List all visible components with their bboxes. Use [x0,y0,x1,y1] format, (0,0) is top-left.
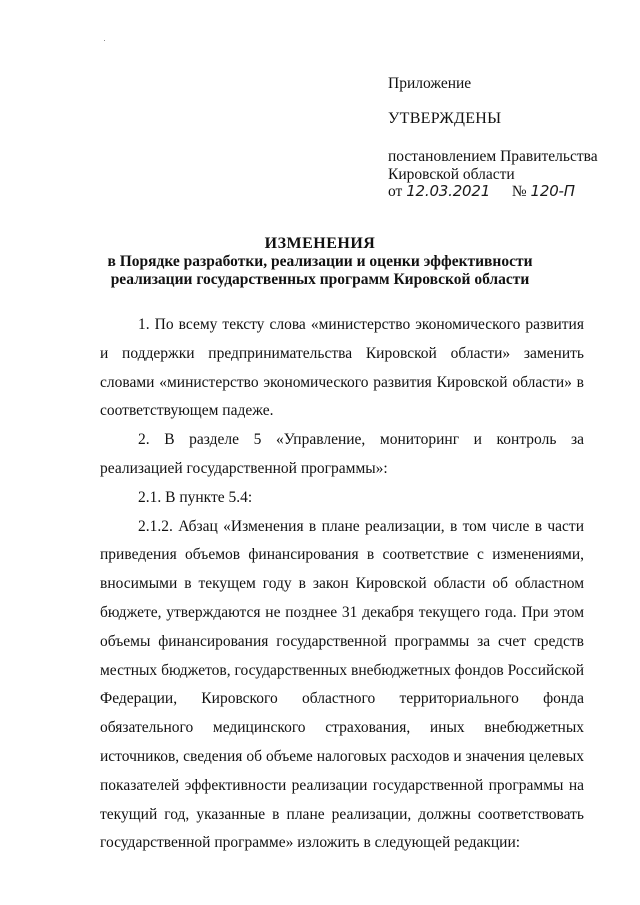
number-label: № [511,183,527,200]
decree-date-line [388,182,575,201]
paragraph-4: 2.1.2. Абзац «Изменения в плане реализации, в том числе в части приведения объемов финансирования в соответствие с изменениями, вносимыми в текущем году в закон Кировской области об областном бюджете, утверждаются не позднее 31 декабря текущего года. При этом объемы финансирования государственной программы за счет средств местных бюджетов, государственных внебюджетных фондов Российской Федерации, Кировского областного территориального фонда обязательного медицинского страхования, иных внебюджетных источников, сведения об объеме налоговых расходов и значения целевых показателей эффективности реализации государственной программы на текущий год, указанные в плане реализации, должны соответствовать государственной программе» изложить в следующей редакции: [100,517,584,852]
decree-line-2: Кировской области [388,166,515,183]
scan-speck [104,40,105,41]
appendix-label: Приложение [388,75,472,92]
document-title: ИЗМЕНЕНИЯ [264,235,376,252]
paragraph-1: 1. По всему тексту слова «министерство экономического развития и поддержки предпринимательства Кировской области» заменить словами «министерство экономического развития Кировской области» в соответствующем падеже. [100,316,584,420]
handwritten-date: 12.03.2021 [406,182,491,200]
document-subtitle-line-2: реализации государственных программ Кировской области [110,271,530,288]
paragraph-2: 2. В разделе 5 «Управление, мониторинг и контроль за реализацией государственной программы»: [100,431,584,477]
from-label: от [388,183,403,200]
decree-line-1: постановлением Правительства [388,148,598,165]
approved-label: УТВЕРЖДЕНЫ [388,110,502,127]
paragraph-3: 2.1. В пункте 5.4: [138,488,253,506]
handwritten-number: 120-П [530,182,575,200]
document-body [100,311,584,858]
document-subtitle-line-1: в Порядке разработки, реализации и оценки эффективности [107,253,533,270]
